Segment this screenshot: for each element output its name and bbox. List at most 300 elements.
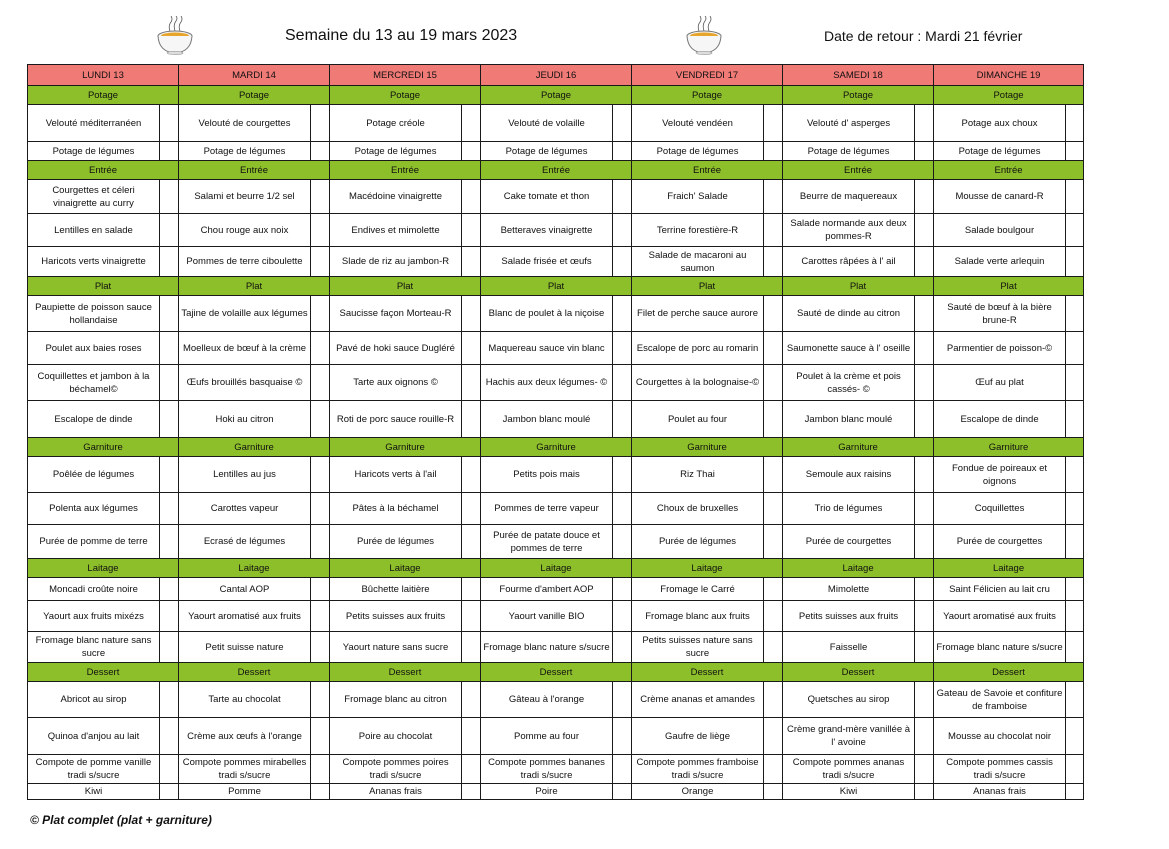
- section-header: Plat: [783, 277, 934, 296]
- menu-dish: Poêlée de légumes: [28, 457, 160, 493]
- marker-cell: [764, 632, 783, 663]
- week-title: Semaine du 13 au 19 mars 2023: [285, 27, 518, 44]
- table-row: [28, 214, 1084, 247]
- marker-cell: [1066, 365, 1084, 401]
- marker-cell: [764, 755, 783, 784]
- section-header: Dessert: [632, 663, 783, 682]
- menu-dish: Bûchette laitière: [330, 578, 462, 601]
- marker-cell: [462, 457, 481, 493]
- marker-cell: [462, 682, 481, 718]
- section-header: Plat: [330, 277, 481, 296]
- section-header: Potage: [330, 86, 481, 105]
- day-header: VENDREDI 17: [632, 65, 783, 86]
- menu-dish: Petits suisses nature sans sucre: [632, 632, 764, 663]
- menu-dish: Hoki au citron: [179, 401, 311, 438]
- marker-cell: [613, 601, 632, 632]
- marker-cell: [1066, 784, 1084, 800]
- menu-dish: Poire: [481, 784, 613, 800]
- marker-cell: [613, 332, 632, 365]
- marker-cell: [764, 578, 783, 601]
- menu-dish: Œuf au plat: [934, 365, 1066, 401]
- section-header-row: [28, 438, 1084, 457]
- marker-cell: [915, 247, 934, 277]
- menu-dish: Pommes de terre vapeur: [481, 493, 613, 525]
- marker-cell: [462, 247, 481, 277]
- marker-cell: [915, 493, 934, 525]
- marker-cell: [1066, 525, 1084, 559]
- menu-dish: Yaourt vanille BIO: [481, 601, 613, 632]
- marker-cell: [764, 493, 783, 525]
- menu-dish: Potage créole: [330, 105, 462, 142]
- menu-dish: Yaourt aromatisé aux fruits: [934, 601, 1066, 632]
- menu-dish: Pavé de hoki sauce Dugléré: [330, 332, 462, 365]
- menu-dish: Crème aux œufs à l'orange: [179, 718, 311, 755]
- menu-dish: Paupiette de poisson sauce hollandaise: [28, 296, 160, 332]
- marker-cell: [1066, 332, 1084, 365]
- menu-dish: Betteraves vinaigrette: [481, 214, 613, 247]
- marker-cell: [160, 682, 179, 718]
- marker-cell: [1066, 755, 1084, 784]
- marker-cell: [160, 718, 179, 755]
- marker-cell: [915, 784, 934, 800]
- menu-dish: Yaourt nature sans sucre: [330, 632, 462, 663]
- menu-dish: Velouté vendéen: [632, 105, 764, 142]
- menu-dish: Fromage blanc nature s/sucre: [481, 632, 613, 663]
- menu-dish: Fromage blanc aux fruits: [632, 601, 764, 632]
- menu-dish: Mimolette: [783, 578, 915, 601]
- marker-cell: [462, 578, 481, 601]
- marker-cell: [462, 784, 481, 800]
- menu-dish: Petits pois mais: [481, 457, 613, 493]
- marker-cell: [613, 365, 632, 401]
- menu-dish: Saumonette sauce à l' oseille: [783, 332, 915, 365]
- marker-cell: [764, 784, 783, 800]
- marker-cell: [1066, 214, 1084, 247]
- table-row: [28, 365, 1084, 401]
- table-row: [28, 142, 1084, 161]
- day-header: MARDI 14: [179, 65, 330, 86]
- menu-dish: Crème grand-mère vanillée à l' avoine: [783, 718, 915, 755]
- menu-dish: Maquereau sauce vin blanc: [481, 332, 613, 365]
- menu-dish: Poulet à la crème et pois cassés- ©: [783, 365, 915, 401]
- menu-dish: Compote pommes cassis tradi s/sucre: [934, 755, 1066, 784]
- marker-cell: [915, 365, 934, 401]
- marker-cell: [915, 214, 934, 247]
- section-header: Garniture: [481, 438, 632, 457]
- menu-dish: Compote pommes ananas tradi s/sucre: [783, 755, 915, 784]
- menu-dish: Cake tomate et thon: [481, 180, 613, 214]
- menu-dish: Escalope de dinde: [28, 401, 160, 438]
- menu-dish: Fondue de poireaux et oignons: [934, 457, 1066, 493]
- menu-dish: Courgettes et céleri vinaigrette au curry: [28, 180, 160, 214]
- marker-cell: [613, 142, 632, 161]
- marker-cell: [764, 401, 783, 438]
- section-header: Entrée: [481, 161, 632, 180]
- marker-cell: [915, 525, 934, 559]
- table-row: [28, 296, 1084, 332]
- menu-dish: Mousse de canard-R: [934, 180, 1066, 214]
- section-header: Dessert: [28, 663, 179, 682]
- menu-dish: Velouté de courgettes: [179, 105, 311, 142]
- marker-cell: [1066, 142, 1084, 161]
- section-header: Potage: [481, 86, 632, 105]
- section-header: Garniture: [934, 438, 1084, 457]
- menu-dish: Courgettes à la bolognaise-©: [632, 365, 764, 401]
- marker-cell: [764, 332, 783, 365]
- menu-dish: Salade de macaroni au saumon: [632, 247, 764, 277]
- marker-cell: [915, 578, 934, 601]
- marker-cell: [311, 296, 330, 332]
- section-header: Laitage: [330, 559, 481, 578]
- marker-cell: [1066, 493, 1084, 525]
- marker-cell: [160, 784, 179, 800]
- marker-cell: [160, 180, 179, 214]
- menu-dish: Tarte aux oignons ©: [330, 365, 462, 401]
- menu-dish: Lentilles au jus: [179, 457, 311, 493]
- day-header: LUNDI 13: [28, 65, 179, 86]
- marker-cell: [915, 601, 934, 632]
- menu-dish: Jambon blanc moulé: [481, 401, 613, 438]
- marker-cell: [462, 142, 481, 161]
- section-header: Laitage: [783, 559, 934, 578]
- menu-dish: Ananas frais: [330, 784, 462, 800]
- menu-dish: Escalope de porc au romarin: [632, 332, 764, 365]
- menu-dish: Trio de légumes: [783, 493, 915, 525]
- marker-cell: [160, 457, 179, 493]
- marker-cell: [764, 247, 783, 277]
- menu-dish: Compote de pomme vanille tradi s/sucre: [28, 755, 160, 784]
- marker-cell: [764, 682, 783, 718]
- marker-cell: [311, 142, 330, 161]
- marker-cell: [1066, 401, 1084, 438]
- menu-dish: Kiwi: [783, 784, 915, 800]
- marker-cell: [462, 493, 481, 525]
- marker-cell: [462, 296, 481, 332]
- menu-dish: Pomme au four: [481, 718, 613, 755]
- marker-cell: [160, 601, 179, 632]
- marker-cell: [311, 601, 330, 632]
- section-header: Potage: [632, 86, 783, 105]
- menu-dish: Ananas frais: [934, 784, 1066, 800]
- menu-dish: Crème ananas et amandes: [632, 682, 764, 718]
- weekly-menu-table: [27, 64, 1084, 800]
- menu-dish: Faisselle: [783, 632, 915, 663]
- table-row: [28, 525, 1084, 559]
- menu-dish: Roti de porc sauce rouille-R: [330, 401, 462, 438]
- menu-dish: Coquillettes et jambon à la béchamel©: [28, 365, 160, 401]
- marker-cell: [462, 105, 481, 142]
- menu-dish: Tarte au chocolat: [179, 682, 311, 718]
- marker-cell: [311, 401, 330, 438]
- marker-cell: [915, 755, 934, 784]
- marker-cell: [462, 401, 481, 438]
- section-header: Laitage: [632, 559, 783, 578]
- page-header: [0, 0, 1169, 64]
- marker-cell: [1066, 457, 1084, 493]
- section-header-row: [28, 663, 1084, 682]
- menu-dish: Salade normande aux deux pommes-R: [783, 214, 915, 247]
- menu-dish: Petits suisses aux fruits: [330, 601, 462, 632]
- marker-cell: [613, 180, 632, 214]
- section-header: Dessert: [934, 663, 1084, 682]
- section-header-row: [28, 277, 1084, 296]
- marker-cell: [311, 755, 330, 784]
- marker-cell: [160, 214, 179, 247]
- menu-dish: Purée de courgettes: [783, 525, 915, 559]
- section-header-row: [28, 86, 1084, 105]
- menu-dish: Moelleux de bœuf à la crème: [179, 332, 311, 365]
- section-header: Garniture: [179, 438, 330, 457]
- table-row: [28, 601, 1084, 632]
- menu-dish: Escalope de dinde: [934, 401, 1066, 438]
- menu-dish: Potage de légumes: [330, 142, 462, 161]
- day-header: DIMANCHE 19: [934, 65, 1084, 86]
- marker-cell: [462, 214, 481, 247]
- menu-dish: Choux de bruxelles: [632, 493, 764, 525]
- menu-dish: Purée de patate douce et pommes de terre: [481, 525, 613, 559]
- menu-dish: Gaufre de liège: [632, 718, 764, 755]
- marker-cell: [764, 365, 783, 401]
- menu-dish: Velouté méditerranéen: [28, 105, 160, 142]
- menu-dish: Compote pommes mirabelles tradi s/sucre: [179, 755, 311, 784]
- marker-cell: [1066, 180, 1084, 214]
- marker-cell: [1066, 105, 1084, 142]
- menu-dish: Potage de légumes: [783, 142, 915, 161]
- menu-dish: Gâteau à l'orange: [481, 682, 613, 718]
- marker-cell: [1066, 682, 1084, 718]
- menu-dish: Parmentier de poisson-©: [934, 332, 1066, 365]
- marker-cell: [160, 578, 179, 601]
- marker-cell: [1066, 632, 1084, 663]
- section-header: Entrée: [632, 161, 783, 180]
- marker-cell: [462, 525, 481, 559]
- marker-cell: [915, 296, 934, 332]
- menu-dish: Polenta aux légumes: [28, 493, 160, 525]
- marker-cell: [1066, 601, 1084, 632]
- menu-dish: Slade de riz au jambon-R: [330, 247, 462, 277]
- marker-cell: [311, 578, 330, 601]
- marker-cell: [462, 180, 481, 214]
- table-row: [28, 105, 1084, 142]
- menu-dish: Salade verte arlequin: [934, 247, 1066, 277]
- marker-cell: [160, 401, 179, 438]
- soup-bowl-icon: [685, 16, 723, 56]
- menu-dish: Purée de légumes: [632, 525, 764, 559]
- menu-dish: Yaourt aux fruits mixézs: [28, 601, 160, 632]
- section-header: Plat: [28, 277, 179, 296]
- menu-dish: Salade frisée et œufs: [481, 247, 613, 277]
- menu-dish: Pommes de terre ciboulette: [179, 247, 311, 277]
- marker-cell: [462, 718, 481, 755]
- section-header: Garniture: [28, 438, 179, 457]
- section-header-row: [28, 161, 1084, 180]
- menu-dish: Gateau de Savoie et confiture de framboise: [934, 682, 1066, 718]
- section-header: Entrée: [934, 161, 1084, 180]
- marker-cell: [160, 493, 179, 525]
- menu-dish: Jambon blanc moulé: [783, 401, 915, 438]
- day-header: JEUDI 16: [481, 65, 632, 86]
- menu-dish: Potage de légumes: [28, 142, 160, 161]
- section-header: Entrée: [330, 161, 481, 180]
- marker-cell: [160, 755, 179, 784]
- table-row: [28, 755, 1084, 784]
- section-header: Plat: [632, 277, 783, 296]
- menu-dish: Lentilles en salade: [28, 214, 160, 247]
- marker-cell: [915, 457, 934, 493]
- menu-dish: Saucisse façon Morteau-R: [330, 296, 462, 332]
- section-header: Dessert: [330, 663, 481, 682]
- menu-dish: Blanc de poulet à la niçoise: [481, 296, 613, 332]
- menu-dish: Cantal AOP: [179, 578, 311, 601]
- menu-dish: Beurre de maquereaux: [783, 180, 915, 214]
- marker-cell: [613, 525, 632, 559]
- marker-cell: [160, 105, 179, 142]
- marker-cell: [915, 718, 934, 755]
- menu-dish: Potage de légumes: [632, 142, 764, 161]
- marker-cell: [311, 718, 330, 755]
- marker-cell: [915, 332, 934, 365]
- section-header: Plat: [934, 277, 1084, 296]
- menu-dish: Purée de légumes: [330, 525, 462, 559]
- marker-cell: [311, 105, 330, 142]
- marker-cell: [311, 632, 330, 663]
- marker-cell: [311, 784, 330, 800]
- marker-cell: [1066, 718, 1084, 755]
- menu-dish: Compote pommes poires tradi s/sucre: [330, 755, 462, 784]
- marker-cell: [613, 578, 632, 601]
- return-date: Date de retour : Mardi 21 février: [824, 28, 1023, 44]
- marker-cell: [764, 718, 783, 755]
- marker-cell: [613, 214, 632, 247]
- section-header: Garniture: [632, 438, 783, 457]
- marker-cell: [1066, 247, 1084, 277]
- table-row: [28, 247, 1084, 277]
- menu-dish: Chou rouge aux noix: [179, 214, 311, 247]
- table-row: [28, 718, 1084, 755]
- marker-cell: [915, 682, 934, 718]
- marker-cell: [1066, 296, 1084, 332]
- menu-dish: Œufs brouillés basquaise ©: [179, 365, 311, 401]
- marker-cell: [764, 457, 783, 493]
- table-row: [28, 784, 1084, 800]
- menu-dish: Fromage blanc nature sans sucre: [28, 632, 160, 663]
- table-row: [28, 632, 1084, 663]
- menu-dish: Coquillettes: [934, 493, 1066, 525]
- section-header: Garniture: [783, 438, 934, 457]
- menu-dish: Poulet au four: [632, 401, 764, 438]
- table-row: [28, 180, 1084, 214]
- menu-dish: Velouté de volaille: [481, 105, 613, 142]
- menu-dish: Poulet aux baies roses: [28, 332, 160, 365]
- section-header: Laitage: [179, 559, 330, 578]
- section-header: Entrée: [28, 161, 179, 180]
- section-header: Dessert: [179, 663, 330, 682]
- section-header: Potage: [179, 86, 330, 105]
- marker-cell: [915, 401, 934, 438]
- marker-cell: [311, 457, 330, 493]
- marker-cell: [1066, 578, 1084, 601]
- marker-cell: [311, 682, 330, 718]
- marker-cell: [613, 493, 632, 525]
- menu-dish: Pomme: [179, 784, 311, 800]
- menu-dish: Petit suisse nature: [179, 632, 311, 663]
- day-header: SAMEDI 18: [783, 65, 934, 86]
- menu-dish: Haricots verts à l'ail: [330, 457, 462, 493]
- menu-dish: Semoule aux raisins: [783, 457, 915, 493]
- section-header: Plat: [481, 277, 632, 296]
- menu-dish: Quetsches au sirop: [783, 682, 915, 718]
- menu-dish: Purée de courgettes: [934, 525, 1066, 559]
- marker-cell: [311, 214, 330, 247]
- marker-cell: [311, 332, 330, 365]
- marker-cell: [311, 493, 330, 525]
- marker-cell: [764, 601, 783, 632]
- section-header-row: [28, 559, 1084, 578]
- menu-dish: Potage aux choux: [934, 105, 1066, 142]
- marker-cell: [311, 365, 330, 401]
- menu-dish: Mousse au chocolat noir: [934, 718, 1066, 755]
- section-header: Laitage: [481, 559, 632, 578]
- footnote: © Plat complet (plat + garniture): [30, 813, 212, 827]
- menu-dish: Endives et mimolette: [330, 214, 462, 247]
- marker-cell: [613, 401, 632, 438]
- marker-cell: [462, 332, 481, 365]
- menu-dish: Tajine de volaille aux légumes: [179, 296, 311, 332]
- menu-dish: Fourme d'ambert AOP: [481, 578, 613, 601]
- menu-dish: Kiwi: [28, 784, 160, 800]
- marker-cell: [160, 365, 179, 401]
- menu-dish: Fraich' Salade: [632, 180, 764, 214]
- marker-cell: [311, 180, 330, 214]
- section-header: Entrée: [179, 161, 330, 180]
- marker-cell: [915, 142, 934, 161]
- menu-dish: Salami et beurre 1/2 sel: [179, 180, 311, 214]
- marker-cell: [462, 601, 481, 632]
- menu-dish: Saint Félicien au lait cru: [934, 578, 1066, 601]
- section-header: Potage: [783, 86, 934, 105]
- marker-cell: [915, 180, 934, 214]
- marker-cell: [915, 105, 934, 142]
- marker-cell: [160, 142, 179, 161]
- menu-dish: Fromage blanc au citron: [330, 682, 462, 718]
- menu-dish: Purée de pomme de terre: [28, 525, 160, 559]
- day-header-row: [28, 65, 1084, 86]
- soup-bowl-icon: [156, 16, 194, 56]
- marker-cell: [613, 784, 632, 800]
- menu-dish: Riz Thai: [632, 457, 764, 493]
- marker-cell: [613, 247, 632, 277]
- menu-dish: Hachis aux deux légumes- ©: [481, 365, 613, 401]
- menu-dish: Potage de légumes: [481, 142, 613, 161]
- section-header: Entrée: [783, 161, 934, 180]
- menu-dish: Pâtes à la béchamel: [330, 493, 462, 525]
- marker-cell: [311, 247, 330, 277]
- menu-dish: Poire au chocolat: [330, 718, 462, 755]
- section-header: Laitage: [28, 559, 179, 578]
- marker-cell: [160, 247, 179, 277]
- menu-dish: Potage de légumes: [179, 142, 311, 161]
- marker-cell: [764, 525, 783, 559]
- marker-cell: [613, 457, 632, 493]
- section-header: Dessert: [481, 663, 632, 682]
- marker-cell: [764, 180, 783, 214]
- menu-dish: Yaourt aromatisé aux fruits: [179, 601, 311, 632]
- menu-dish: Compote pommes bananes tradi s/sucre: [481, 755, 613, 784]
- marker-cell: [764, 296, 783, 332]
- marker-cell: [764, 214, 783, 247]
- table-row: [28, 457, 1084, 493]
- menu-dish: Ecrasé de légumes: [179, 525, 311, 559]
